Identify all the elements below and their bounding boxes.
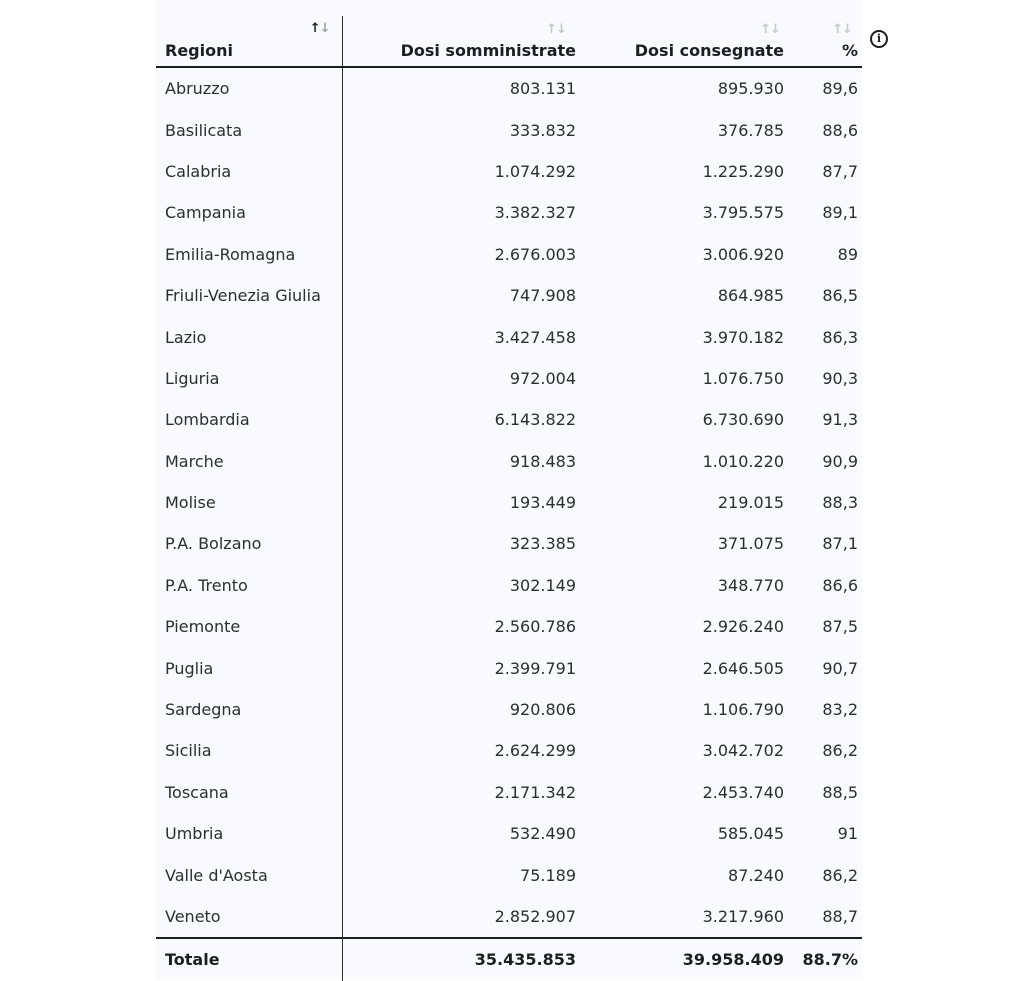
table-row [156,316,862,357]
table-row [156,67,862,109]
cell-percentuale: 86,2 [822,865,858,885]
cell-consegnate: 219.015 [717,493,784,513]
sort-up-arrow-icon: ↑ [760,22,771,37]
cell-regione: Liguria [156,358,342,399]
column-header-somministrate[interactable] [342,16,582,67]
column-header-percentuale[interactable] [790,16,862,67]
cell-regione: Campania [156,192,342,233]
total-percentuale: 88.7% [790,938,862,980]
cell-consegnate: 2.926.240 [702,617,784,637]
cell-somministrate: 2.171.342 [494,782,576,802]
cell-somministrate: 323.385 [509,534,576,554]
cell-somministrate: 920.806 [509,700,576,720]
cell-consegnate: 895.930 [717,79,784,99]
table-row [156,854,862,895]
sort-arrows-icon[interactable] [546,23,566,36]
sort-arrows-icon[interactable] [832,23,852,36]
sort-down-arrow-icon: ↓ [556,22,566,37]
cell-regione: Basilicata [156,109,342,150]
table-row [156,399,862,440]
table-row [156,647,862,688]
cell-regione: P.A. Trento [156,565,342,606]
cell-somministrate: 75.189 [520,865,576,885]
table-row [156,192,862,233]
cell-regione: Toscana [156,772,342,813]
cell-regione: Emilia-Romagna [156,234,342,275]
table-row [156,441,862,482]
cell-somministrate: 3.382.327 [494,203,576,223]
total-row [156,938,862,980]
cell-consegnate: 376.785 [717,120,784,140]
cell-consegnate: 3.006.920 [702,244,784,264]
cell-regione: Marche [156,441,342,482]
cell-regione: Veneto [156,896,342,938]
table-row [156,896,862,938]
cell-somministrate: 2.560.786 [494,617,576,637]
cell-percentuale: 83,2 [822,700,858,720]
cell-somministrate: 333.832 [509,120,576,140]
cell-percentuale: 91,3 [822,410,858,430]
cell-regione: Friuli-Venezia Giulia [156,275,342,316]
cell-regione: Lazio [156,316,342,357]
total-somministrate: 35.435.853 [342,938,582,980]
sort-down-arrow-icon: ↓ [842,22,852,37]
column-header-regioni[interactable] [156,16,342,67]
cell-consegnate: 1.010.220 [702,451,784,471]
cell-consegnate: 2.453.740 [702,782,784,802]
cell-consegnate: 1.225.290 [702,161,784,181]
cell-somministrate: 803.131 [509,79,576,99]
vaccine-doses-table [156,16,862,981]
cell-somministrate: 2.852.907 [494,907,576,926]
cell-regione: Calabria [156,151,342,192]
cell-somministrate: 2.676.003 [494,244,576,264]
cell-percentuale: 88,5 [822,782,858,802]
cell-percentuale: 89,1 [822,203,858,223]
cell-regione: Piemonte [156,606,342,647]
cell-regione: Molise [156,482,342,523]
column-header-consegnate[interactable] [582,16,790,67]
cell-consegnate: 87.240 [728,865,784,885]
table-row [156,275,862,316]
table-row [156,689,862,730]
table-row [156,523,862,564]
cell-percentuale: 86,6 [822,575,858,595]
cell-percentuale: 86,3 [822,327,858,347]
cell-somministrate: 2.624.299 [494,741,576,761]
column-header-somministrate-label: Dosi somministrate [400,41,576,60]
column-header-percentuale-label: % [841,41,858,60]
cell-consegnate: 3.970.182 [702,327,784,347]
table-row [156,109,862,150]
cell-consegnate: 1.106.790 [702,700,784,720]
cell-percentuale: 87,7 [822,161,858,181]
cell-consegnate: 585.045 [717,824,784,844]
header-row [156,16,862,67]
cell-regione: Valle d'Aosta [156,854,342,895]
cell-consegnate: 6.730.690 [702,410,784,430]
cell-percentuale: 88,6 [822,120,858,140]
cell-consegnate: 3.042.702 [702,741,784,761]
table-row [156,730,862,771]
table-row [156,234,862,275]
cell-somministrate: 6.143.822 [494,410,576,430]
cell-regione: Sardegna [156,689,342,730]
table-row [156,813,862,854]
cell-percentuale: 90,3 [822,368,858,388]
cell-percentuale: 90,9 [822,451,858,471]
info-icon[interactable]: i [870,30,888,48]
cell-percentuale: 87,1 [822,534,858,554]
cell-consegnate: 3.795.575 [702,203,784,223]
table-row [156,772,862,813]
sort-down-arrow-icon: ↓ [770,22,780,37]
sort-up-arrow-icon: ↑ [309,21,320,36]
cell-regione: Abruzzo [156,67,342,109]
table-row [156,358,862,399]
cell-somministrate: 302.149 [509,575,576,595]
cell-regione: Lombardia [156,399,342,440]
cell-regione: Umbria [156,813,342,854]
table-body [156,67,862,938]
cell-somministrate: 193.449 [509,493,576,513]
table-row [156,606,862,647]
cell-percentuale: 86,2 [822,741,858,761]
total-consegnate: 39.958.409 [582,938,790,980]
cell-percentuale: 88,7 [822,907,858,926]
cell-percentuale: 87,5 [822,617,858,637]
cell-regione: P.A. Bolzano [156,523,342,564]
sort-up-arrow-icon: ↑ [546,22,557,37]
total-label: Totale [156,938,342,980]
cell-regione: Puglia [156,647,342,688]
sort-arrows-icon[interactable] [760,23,780,36]
column-header-regioni-label: Regioni [165,41,233,60]
cell-consegnate: 371.075 [717,534,784,554]
cell-percentuale: 88,3 [822,493,858,513]
cell-consegnate: 3.217.960 [702,907,784,926]
cell-somministrate: 972.004 [509,368,576,388]
cell-somministrate: 3.427.458 [494,327,576,347]
cell-somministrate: 747.908 [509,286,576,306]
cell-consegnate: 2.646.505 [702,658,784,678]
cell-somministrate: 2.399.791 [494,658,576,678]
column-header-consegnate-label: Dosi consegnate [634,41,784,60]
cell-consegnate: 1.076.750 [702,368,784,388]
sort-arrows-icon[interactable] [310,22,330,35]
table-row [156,482,862,523]
table-row [156,151,862,192]
cell-percentuale: 86,5 [822,286,858,306]
cell-percentuale: 89,6 [822,79,858,99]
cell-consegnate: 864.985 [717,286,784,306]
table-row [156,565,862,606]
table-footer [156,938,862,980]
cell-somministrate: 1.074.292 [494,161,576,181]
cell-percentuale: 89 [837,244,858,264]
sort-up-arrow-icon: ↑ [832,22,843,37]
cell-regione: Sicilia [156,730,342,771]
cell-percentuale: 90,7 [822,658,858,678]
sort-down-arrow-icon: ↓ [319,21,330,36]
cell-consegnate: 348.770 [717,575,784,595]
table-header [156,16,862,67]
cell-percentuale: 91 [837,824,858,844]
cell-somministrate: 532.490 [509,824,576,844]
cell-somministrate: 918.483 [509,451,576,471]
